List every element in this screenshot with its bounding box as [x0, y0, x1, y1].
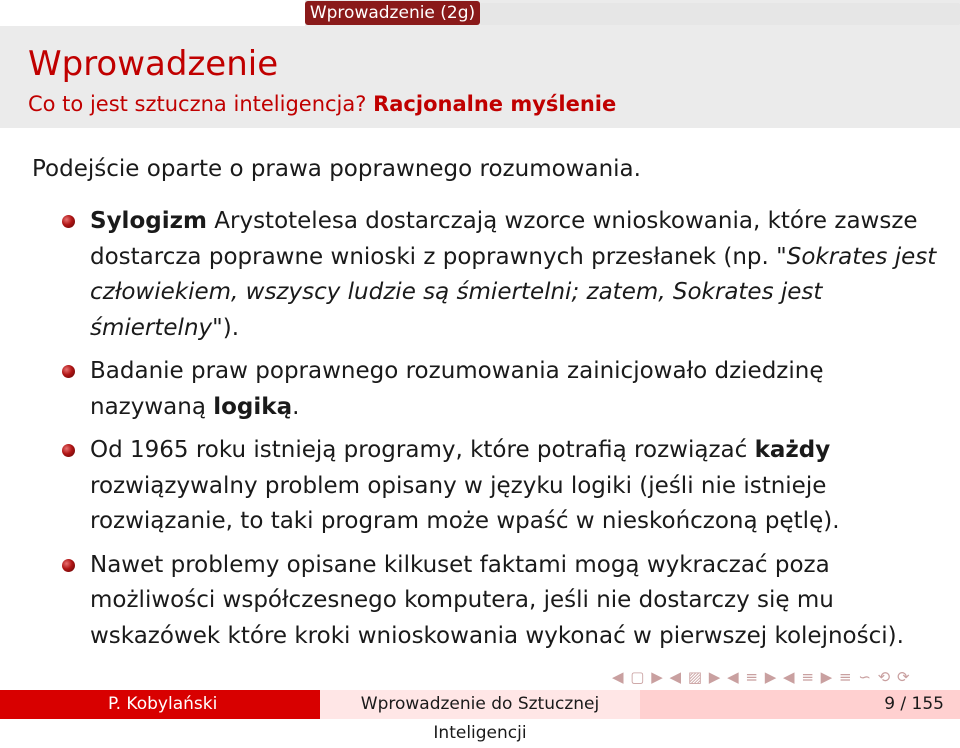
header-band [0, 0, 960, 128]
subtitle-plain: Co to jest sztuczna inteligencja? [28, 92, 374, 116]
bullet-list [62, 204, 942, 662]
list-item [62, 433, 942, 540]
footer-page-number: 9 / 155 [640, 690, 960, 719]
section-tab[interactable]: Wprowadzenie (2g) [305, 1, 480, 25]
bullet1-italic: Sokrates jest człowiekiem, wszyscy ludzie są śmiertelni; zatem, Sokrates jest śmiertelny [90, 243, 937, 341]
bullet4-text: Nawet problemy opisane kilkuset faktami mogą wykraczać poza możliwości współczesnego komputera, jeśli nie dostarczy się mu wskazówek które kroki wnioskowania wykonać w pierwszej kolejności). [90, 551, 904, 649]
footer-author: P. Kobylański [0, 690, 320, 719]
intro-text: Podejście oparte o prawa poprawnego rozumowania. [32, 156, 641, 182]
slide-subtitle [28, 92, 616, 116]
bullet-icon [62, 365, 75, 378]
beamer-navigation-icons[interactable]: ◀ ▢ ▶ ◀ ▨ ▶ ◀ ≡ ▶ ◀ ≡ ▶ ≡ ∽ ⟲ ⟳ [612, 668, 911, 686]
slide-title: Wprowadzenie [28, 44, 279, 84]
footer [0, 690, 960, 743]
section-pad [0, 0, 305, 26]
subtitle-bold: Racjonalne myślenie [373, 92, 617, 116]
list-item [62, 204, 942, 346]
bullet-icon [62, 559, 75, 572]
list-item [62, 548, 942, 655]
bullet3-text1: Od 1965 roku istnieją programy, które potrafią rozwiązać [90, 437, 755, 463]
bullet2-bold: logiką [213, 393, 293, 420]
bullet1-bold: Sylogizm [90, 208, 207, 234]
bullet2-text1: Badanie praw poprawnego rozumowania zainicjowało dziedzinę nazywaną [90, 358, 824, 420]
bullet-icon [62, 215, 75, 228]
section-navigation [0, 0, 960, 26]
bullet2-text2: . [292, 393, 300, 420]
footer-title: Wprowadzenie do Sztucznej Inteligencji [320, 690, 640, 719]
bullet1-text1: Arystotelesa dostarczają wzorce wnioskowania, które zawsze dostarcza poprawne wnioski z poprawnych przesłanek (np. " [90, 208, 918, 270]
bullet3-text2: rozwiązywalny problem opisany w języku logiki (jeśli nie istnieje rozwiązanie, to taki program może wpaść w nieskończoną pętlę). [90, 472, 840, 534]
bullet-icon [62, 444, 75, 457]
bullet1-text2: "). [212, 314, 240, 341]
bullet3-bold: każdy [754, 437, 831, 463]
section-bar [480, 3, 960, 25]
list-item [62, 354, 942, 425]
